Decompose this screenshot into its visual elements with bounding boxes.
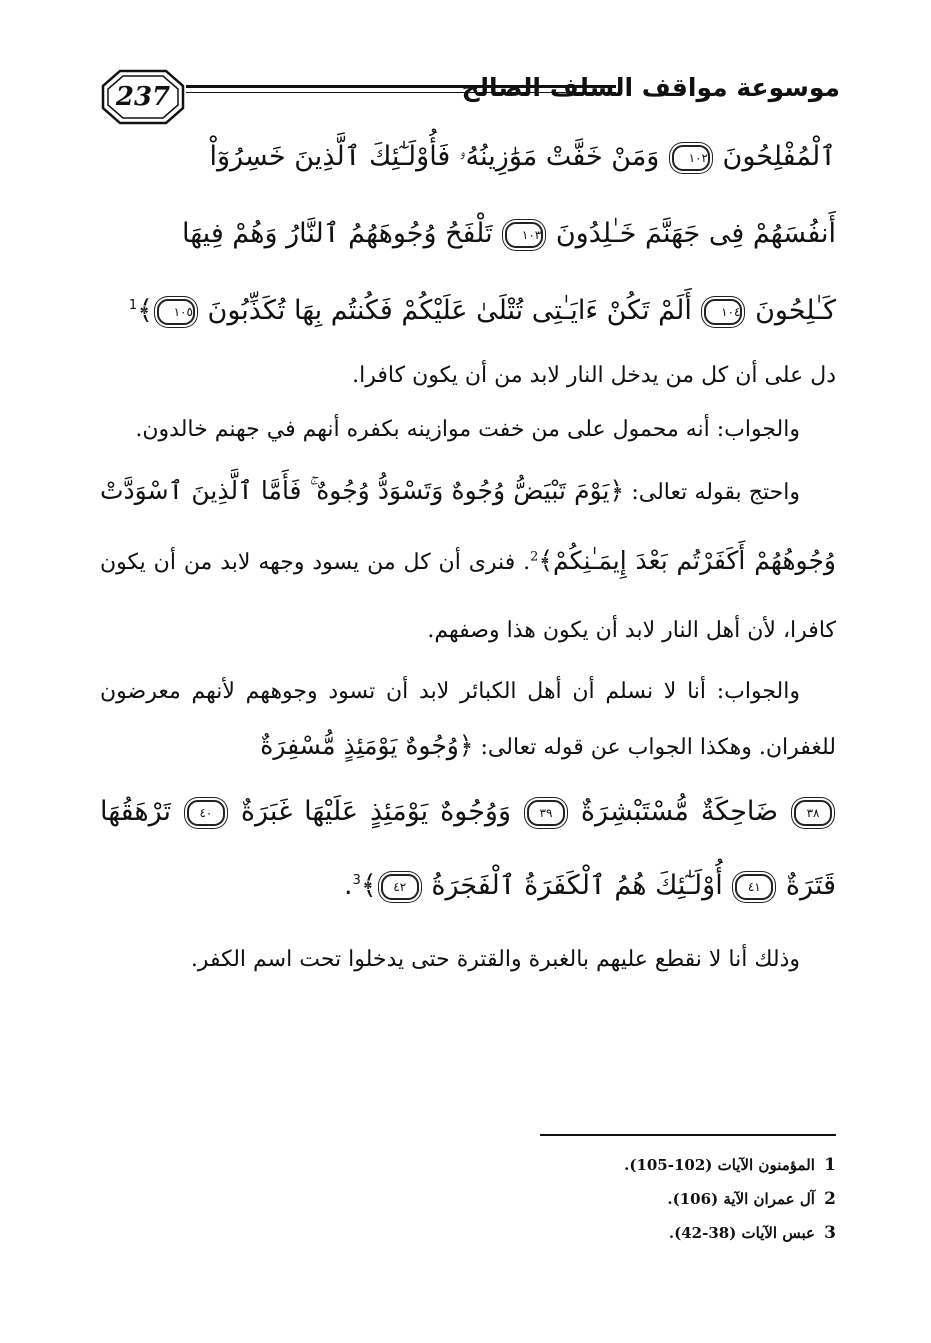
quran-line bbox=[100, 272, 836, 349]
paragraph bbox=[100, 457, 836, 665]
paragraph bbox=[100, 349, 836, 403]
footnote bbox=[300, 1216, 836, 1250]
footnote-number: 1 bbox=[824, 1155, 836, 1175]
footnote-ref: 3 bbox=[352, 873, 361, 888]
paragraph-text: . فنرى أن كل من يسود وجهه لابد من أن يكون كافرا، لأن أهل النار لابد أن يكون هذا وصفهم. bbox=[100, 550, 836, 643]
paragraph-text: دل على أن كل من يدخل النار لابد من أن يكون كافرا. bbox=[352, 363, 836, 388]
quran-text: كَـٰلِحُونَ bbox=[755, 295, 836, 326]
quran-text: ٱلْمُفْلِحُونَ bbox=[722, 141, 836, 172]
quran-text: أَنفُسَهُمْ فِى جَهَنَّمَ خَـٰلِدُونَ bbox=[555, 218, 836, 249]
footnote-ref: 1 bbox=[128, 298, 138, 313]
footnote-text: آل عمران الآية (106). bbox=[667, 1190, 815, 1208]
quran-text: وَوُجُوهٌ يَوْمَئِذٍ عَلَيْهَا غَبَرَةٌ bbox=[240, 796, 511, 827]
ayah-marker-icon: ١٠٥ bbox=[157, 299, 195, 325]
ayah-marker-icon: ٤٠ bbox=[187, 800, 225, 826]
paragraph-text: والجواب: أنا لا نسلم أن أهل الكبائر لابد أن تسود وجوههم لأنهم معرضون للغفران. وهكذا الجواب عن قوله تعالى: bbox=[100, 679, 836, 760]
paragraph bbox=[100, 403, 836, 457]
quran-text: ضَاحِكَةٌ مُّسْتَبْشِرَةٌ bbox=[580, 796, 779, 827]
quran-text: تَرْهَقُهَا قَتَرَةٌ bbox=[100, 796, 836, 901]
footnote bbox=[300, 1182, 836, 1216]
quran-close-bracket: ﴾ bbox=[137, 295, 153, 326]
paragraph-text: والجواب: أنه محمول على من خفت موازينه بكفره أنهم في جهنم خالدون. bbox=[135, 417, 800, 442]
footnote-text: عبس الآيات (38-42). bbox=[668, 1224, 815, 1242]
footnote-text: المؤمنون الآيات (102-105). bbox=[624, 1156, 815, 1174]
quran-quote: ﴿يَوْمَ تَبْيَضُّ وُجُوهٌ وَتَسْوَدُّ وُجُوهٌ ۚ فَأَمَّا ٱلَّذِينَ ٱسْوَدَّتْ وُجُوهُهُمْ أَكَفَرْتُم بَعْدَ إِيمَـٰنِكُمْ﴾ bbox=[100, 476, 836, 575]
footnote-ref: 2 bbox=[530, 549, 539, 565]
footnotes bbox=[300, 1148, 836, 1250]
quran-block bbox=[100, 775, 836, 923]
ayah-marker-icon: ٣٩ bbox=[527, 800, 565, 826]
page-number: 237 bbox=[115, 82, 171, 112]
ayah-marker-icon: ٣٨ bbox=[794, 800, 832, 826]
quran-text: أَلَمْ تَكُنْ ءَايَـٰتِى تُتْلَىٰ عَلَيْكُمْ فَكُنتُم بِهَا تُكَذِّبُونَ bbox=[207, 295, 692, 326]
main-text bbox=[100, 118, 836, 987]
footnote-number: 3 bbox=[824, 1223, 836, 1243]
footnote bbox=[300, 1148, 836, 1182]
quran-quote: ﴿وُجُوهٌ يَوْمَئِذٍ مُّسْفِرَةٌ bbox=[260, 731, 474, 760]
paragraph-text: واحتج بقوله تعالى: bbox=[624, 480, 800, 505]
quran-line bbox=[100, 195, 836, 272]
quran-close-bracket: ﴾ bbox=[360, 870, 377, 901]
ayah-marker-icon: ٤١ bbox=[735, 874, 773, 900]
quran-text: أُوْلَـٰٓئِكَ هُمُ ٱلْكَفَرَةُ ٱلْفَجَرَةُ bbox=[431, 870, 723, 901]
paragraph bbox=[100, 665, 836, 775]
paragraph bbox=[100, 933, 836, 987]
footnote-number: 2 bbox=[824, 1189, 836, 1209]
quran-line bbox=[100, 118, 836, 195]
ayah-marker-icon: ٤٢ bbox=[381, 874, 419, 900]
footnote-separator bbox=[540, 1134, 836, 1136]
book-title: موسوعة مواقف السلف الصالح bbox=[461, 73, 840, 102]
ayah-marker-icon: ١٠٤ bbox=[704, 299, 742, 325]
quran-text: تَلْفَحُ وُجُوهَهُمُ ٱلنَّارُ وَهُمْ فِيهَا bbox=[182, 218, 493, 249]
paragraph-text: وذلك أنا لا نقطع عليهم بالغبرة والقترة حتى يدخلوا تحت اسم الكفر. bbox=[190, 947, 800, 972]
ayah-marker-icon: ١٠٣ bbox=[505, 222, 543, 248]
quran-end-period: . bbox=[344, 870, 353, 901]
quran-text: وَمَنْ خَفَّتْ مَوَٰزِينُهُۥ فَأُوْلَـٰٓئِكَ ٱلَّذِينَ خَسِرُوٓاْ bbox=[209, 141, 660, 172]
ayah-marker-icon: ١٠٢ bbox=[672, 145, 710, 171]
quran-block bbox=[100, 118, 836, 349]
